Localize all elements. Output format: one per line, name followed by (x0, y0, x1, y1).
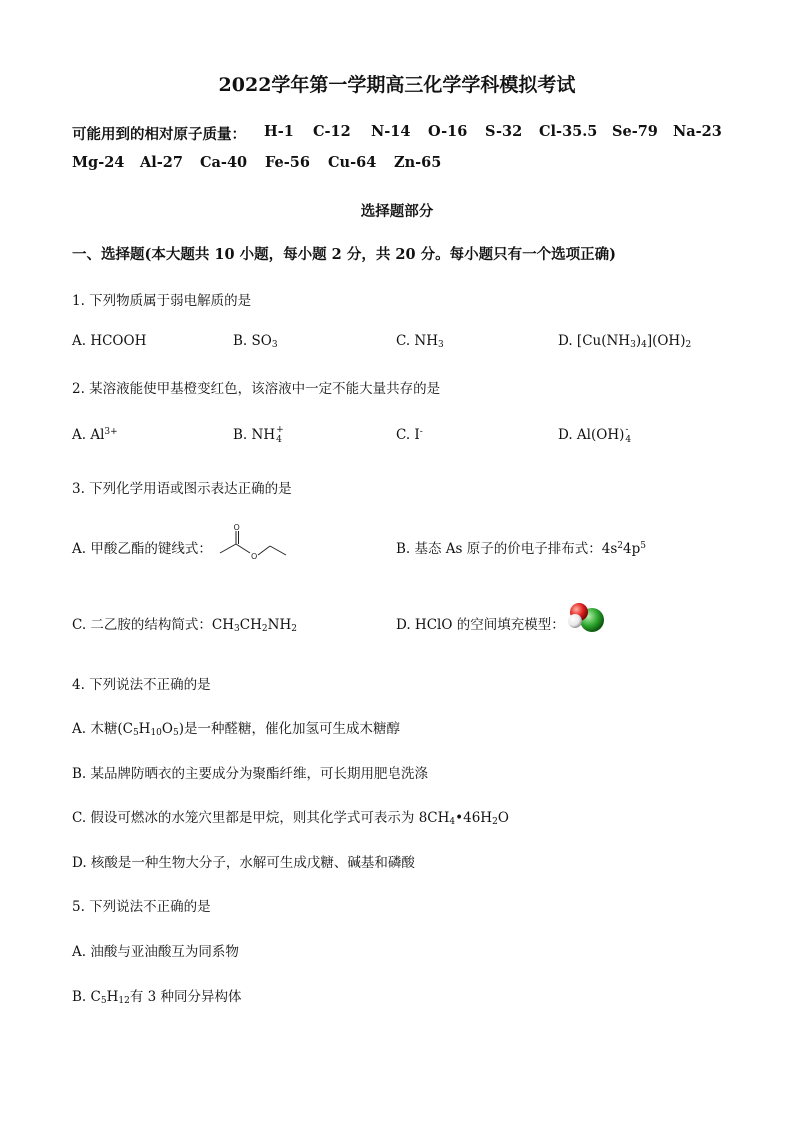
q2-stem: 2. 某溶液能使甲基橙变红色，该溶液中一定不能大量共存的是 (72, 381, 441, 397)
hydrogen-atom (568, 614, 582, 628)
q3-option-c: C. 二乙胺的结构简式：$CH_3CH_2NH_2$ (72, 617, 297, 634)
q1-option-d: D. $[Cu(NH_3)_4](OH)_2$ (558, 333, 692, 350)
q3-option-d: D. HClO 的空间填充模型： (396, 617, 565, 633)
mass-c: C-12 (313, 123, 351, 140)
q4-option-b: B. 某品牌防晒衣的主要成分为聚酯纤维，可长期用肥皂洗涤 (72, 766, 429, 782)
q4-option-a: A. 木糖$(C_5H_{10}O_5)$是一种醛糖，催化加氢可生成木糖醇 (72, 721, 400, 738)
q1-option-c: C. $NH_3$ (396, 333, 444, 350)
q2-option-b: B. NH + 4 (233, 424, 284, 445)
exam-title: 2022学年第一学期高三化学学科模拟考试 (218, 74, 576, 96)
mass-zn: Zn-65 (394, 154, 442, 171)
mass-mg: Mg-24 (72, 154, 125, 171)
mass-s: S-32 (485, 123, 523, 140)
q5-option-b: B. $C_5H_{12}$有 3 种同分异构体 (72, 989, 242, 1006)
part-header: 一、选择题(本大题共 10 小题，每小题 2 分，共 20 分。每小题只有一个选项正确) (72, 246, 616, 263)
q2-option-c: C. I- (396, 427, 423, 443)
q4-stem: 4. 下列说法不正确的是 (72, 677, 211, 693)
mass-cu: Cu-64 (328, 154, 377, 171)
q4-option-d: D. 核酸是一种生物大分子，水解可生成戊糖、碱基和磷酸 (72, 855, 415, 871)
carbonyl-oxygen-label: O (233, 523, 240, 532)
mass-ca: Ca-40 (200, 154, 248, 171)
q2-option-a: A. $Al^{3+}$ (72, 427, 118, 443)
ethyl-formate-skeletal-formula (218, 522, 290, 564)
mass-n: N-14 (371, 123, 411, 140)
mass-o: O-16 (428, 123, 468, 140)
mass-cl: Cl-35.5 (539, 123, 598, 140)
q1-option-b: B. $SO_3$ (233, 333, 278, 350)
mass-fe: Fe-56 (265, 154, 310, 171)
q1-option-a: A. HCOOH (72, 333, 147, 349)
q3-stem: 3. 下列化学用语或图示表达正确的是 (72, 481, 292, 497)
q2-option-d: D. Al(OH) - 4 (558, 424, 632, 445)
q3-option-a: A. 甲酸乙酯的键线式： (72, 541, 212, 557)
section-title: 选择题部分 (360, 203, 434, 220)
mass-se: Se-79 (612, 123, 658, 140)
mass-h: H-1 (264, 123, 294, 140)
ester-oxygen-label: O (251, 552, 258, 561)
hclo-space-filling-model (565, 601, 607, 635)
q1-stem: 1. 下列物质属于弱电解质的是 (72, 293, 252, 309)
q5-stem: 5. 下列说法不正确的是 (72, 899, 211, 915)
atomic-masses-label: 可能用到的相对原子质量： (72, 126, 246, 143)
mass-na: Na-23 (673, 123, 722, 140)
q5-option-a: A. 油酸与亚油酸互为同系物 (72, 944, 239, 960)
q3-option-b: B. 基态 As 原子的价电子排布式：$4s^24p^5$ (396, 541, 646, 557)
mass-al: Al-27 (140, 154, 183, 171)
q4-option-c: C. 假设可燃冰的水笼穴里都是甲烷，则其化学式可表示为 $8CH_4•46H_2O$ (72, 810, 509, 827)
